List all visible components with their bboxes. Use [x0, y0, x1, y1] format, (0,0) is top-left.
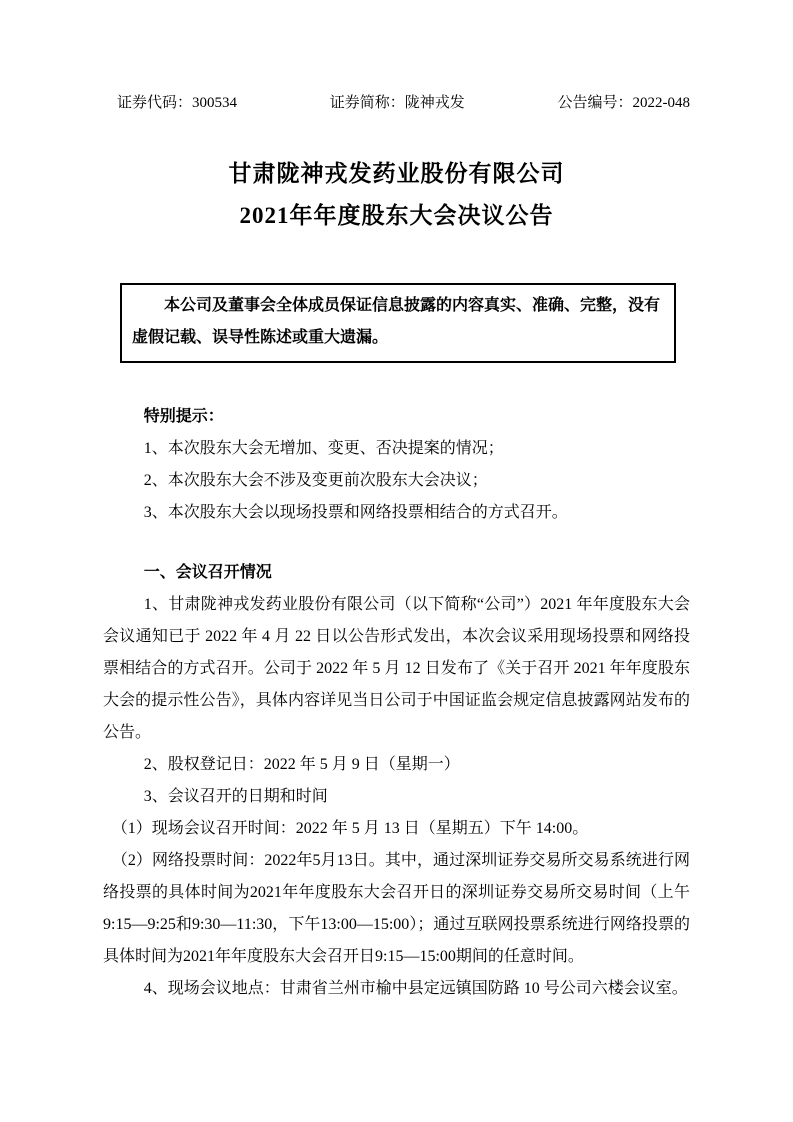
section1-paragraph-1: 1、甘肃陇神戎发药业股份有限公司（以下简称“公司”）2021 年年度股东大会会议通知已于 2022 年 4 月 22 日以公告形式发出，本次会议采用现场投票和网络投票相结合的方式召开。公司于 2022 年 5 月 12 日发布了《关于召开 2021 年年度股东大会的提示性公告》，具体内容详见当日公司于中国证监会规定信息披露网站发布的公告。 — [103, 596, 690, 741]
special-notice-heading: 特别提示： — [143, 408, 224, 425]
section1-paragraph-2: 2、股权登记日：2022 年 5 月 9 日（星期一） — [143, 756, 460, 773]
section1-paragraph-4: （1）现场会议召开时间：2022 年 5 月 13 日（星期五）下午 14:00。 — [111, 820, 589, 837]
stock-short-name-label: 证券简称：陇神戎发 — [329, 95, 465, 111]
special-notice-item-3: 3、本次股东大会以现场投票和网络投票相结合的方式召开。 — [143, 504, 568, 521]
disclaimer-box — [120, 283, 676, 363]
document-title — [103, 153, 690, 237]
announcement-number-label: 公告编号：2022-048 — [557, 95, 690, 111]
section1-heading: 一、会议召开情况 — [143, 564, 272, 581]
section1-paragraph-3: 3、会议召开的日期和时间 — [143, 788, 328, 805]
disclaimer-text: 本公司及董事会全体成员保证信息披露的内容真实、准确、完整，没有虚假记载、误导性陈述或重大遗漏。 — [132, 297, 661, 346]
announcement-title-line: 2021年年度股东大会决议公告 — [239, 203, 554, 228]
stock-code-label: 证券代码：300534 — [117, 95, 238, 111]
section1-paragraph-6: 4、现场会议地点：甘肃省兰州市榆中县定远镇国防路 10 号公司六楼会议室。 — [143, 980, 688, 997]
special-notice-item-2: 2、本次股东大会不涉及变更前次股东大会决议； — [143, 472, 488, 489]
document-header — [117, 95, 690, 111]
special-notice-item-1: 1、本次股东大会无增加、变更、否决提案的情况； — [143, 440, 504, 457]
section1-paragraph-5: （2）网络投票时间：2022年5月13日。其中，通过深圳证券交易所交易系统进行网络投票的具体时间为2021年年度股东大会召开日的深圳证券交易所交易时间（上午9:15—9:25和9:30—11:30，下午13:00—15:00）；通过互联网投票系统进行网络投票的具体时间为2021年年度股东大会召开日9:15—15:00期间的任意时间。 — [103, 852, 690, 965]
company-name-title-line: 甘肃陇神戎发药业股份有限公司 — [228, 161, 565, 186]
